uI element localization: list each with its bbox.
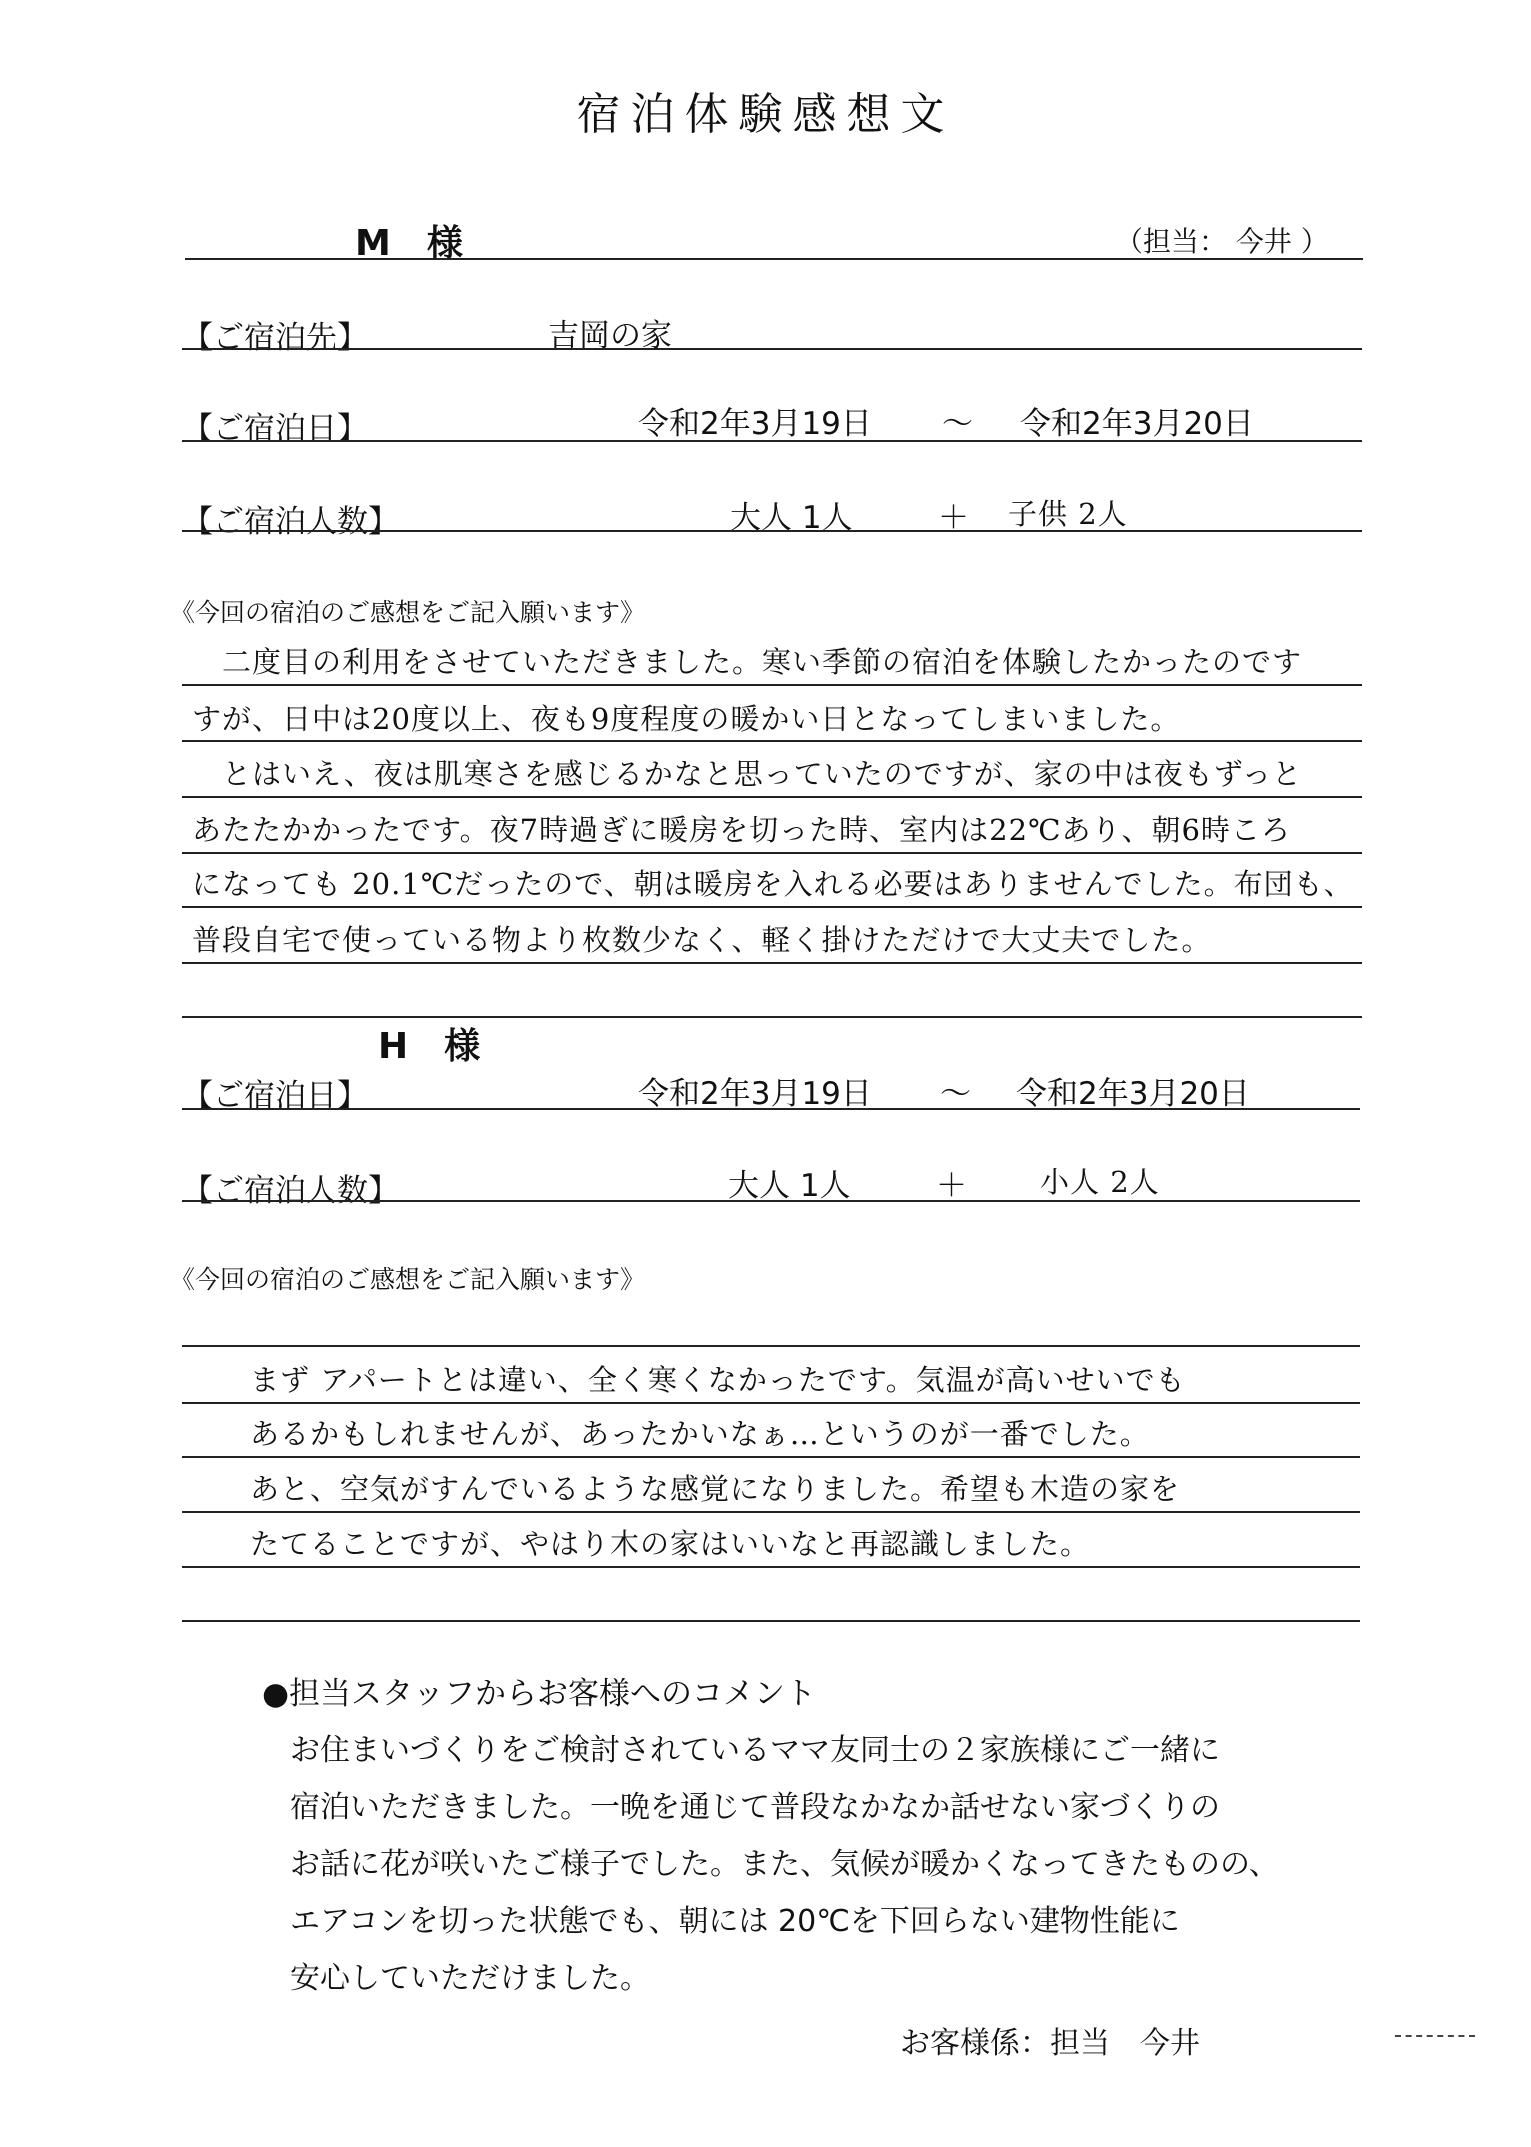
impression-line: すが、日中は20度以上、夜も9度程度の暖かい日となってしまいました。 [192, 702, 1181, 736]
staff-comment-heading: ●担当スタッフからお客様へのコメント [262, 1676, 817, 1712]
divider [182, 1402, 1360, 1404]
stay-date-to: 令和2年3月20日 [1016, 1076, 1250, 1112]
divider [182, 1511, 1360, 1513]
divider [182, 530, 1362, 532]
staff-signature: お客様係：担当 今井 [900, 2026, 1200, 2061]
guest-name-h: H 様 [378, 1026, 481, 1067]
divider [182, 1108, 1360, 1110]
divider [182, 440, 1362, 442]
guest-count-label: 【ご宿泊人数】 [182, 1173, 399, 1209]
divider [182, 1016, 1362, 1018]
impression-line: あと、空気がすんでいるような感覚になりました。希望も木造の家を [250, 1472, 1181, 1506]
divider [182, 1345, 1360, 1347]
impression-line: 二度目の利用をさせていただきました。寒い季節の宿泊を体験したかったのです [192, 645, 1303, 679]
divider [182, 906, 1362, 908]
date-range-tilde: ～ [940, 1076, 971, 1112]
guest-count-label: 【ご宿泊人数】 [182, 504, 399, 540]
staff-comment-line: 宿泊いただきました。一晩を通じて普段なかなか話せない家づくりの [290, 1790, 1220, 1825]
divider [182, 796, 1362, 798]
adult-count: 大人 1人 [728, 1168, 851, 1204]
guest-name-m: M 様 [355, 223, 463, 264]
impression-line: あるかもしれませんが、あったかいなぁ…というのが一番でした。 [250, 1417, 1150, 1451]
impression-line: たてることですが、やはり木の家はいいなと再認識しました。 [250, 1527, 1091, 1561]
impression-line: になっても 20.1℃だったので、朝は暖房を入れる必要はありませんでした。布団も、 [192, 867, 1354, 901]
staff-in-charge: （担当： 今井 ） [1115, 225, 1329, 258]
plus-sign: ＋ [938, 500, 969, 536]
stay-date-from: 令和2年3月19日 [638, 406, 872, 442]
impression-line: まず アパートとは違い、全く寒くなかったです。気温が高いせいでも [250, 1363, 1186, 1397]
divider [182, 1456, 1360, 1458]
impression-line: あたたかかったです。夜7時過ぎに暖房を切った時、室内は22℃あり、朝6時ころ [192, 813, 1291, 847]
divider [182, 1620, 1360, 1622]
stay-date-to: 令和2年3月20日 [1020, 406, 1254, 442]
impression-prompt: 《今回の宿泊のご感想をご記入願います》 [170, 1265, 646, 1294]
date-range-tilde: ～ [942, 406, 973, 442]
scan-mark [1395, 2035, 1475, 2037]
document-title: 宿泊体験感想文 [576, 89, 955, 140]
stay-date-from: 令和2年3月19日 [638, 1076, 872, 1112]
staff-comment-line: エアコンを切った状態でも、朝には 20℃を下回らない建物性能に [290, 1904, 1180, 1939]
staff-comment-line: お住まいづくりをご検討されているママ友同士の２家族様にご一緒に [290, 1733, 1220, 1768]
child-count: 子供 2人 [1008, 497, 1128, 531]
divider [182, 1200, 1360, 1202]
adult-count: 大人 1人 [730, 500, 853, 536]
divider [182, 962, 1362, 964]
divider [182, 684, 1362, 686]
stay-date-label: 【ご宿泊日】 [182, 411, 368, 447]
impression-prompt: 《今回の宿泊のご感想をご記入願います》 [170, 598, 646, 627]
stay-date-label: 【ご宿泊日】 [182, 1078, 368, 1114]
stay-place-label: 【ご宿泊先】 [182, 320, 368, 356]
stay-place-value: 吉岡の家 [548, 318, 672, 354]
staff-comment-line: お話に花が咲いたご様子でした。また、気候が暖かくなってきたものの、 [290, 1847, 1279, 1882]
plus-sign: ＋ [936, 1168, 967, 1204]
impression-line: 普段自宅で使っている物より枚数少なく、軽く掛けただけで大丈夫でした。 [192, 923, 1212, 957]
impression-line: とはいえ、夜は肌寒さを感じるかなと思っていたのですが、家の中は夜もずっと [192, 757, 1303, 791]
divider [182, 348, 1362, 350]
staff-comment-line: 安心していただけました。 [290, 1961, 650, 1996]
divider [185, 258, 1363, 260]
divider [182, 740, 1362, 742]
divider [182, 1566, 1360, 1568]
child-count: 小人 2人 [1040, 1165, 1160, 1199]
divider [182, 852, 1362, 854]
